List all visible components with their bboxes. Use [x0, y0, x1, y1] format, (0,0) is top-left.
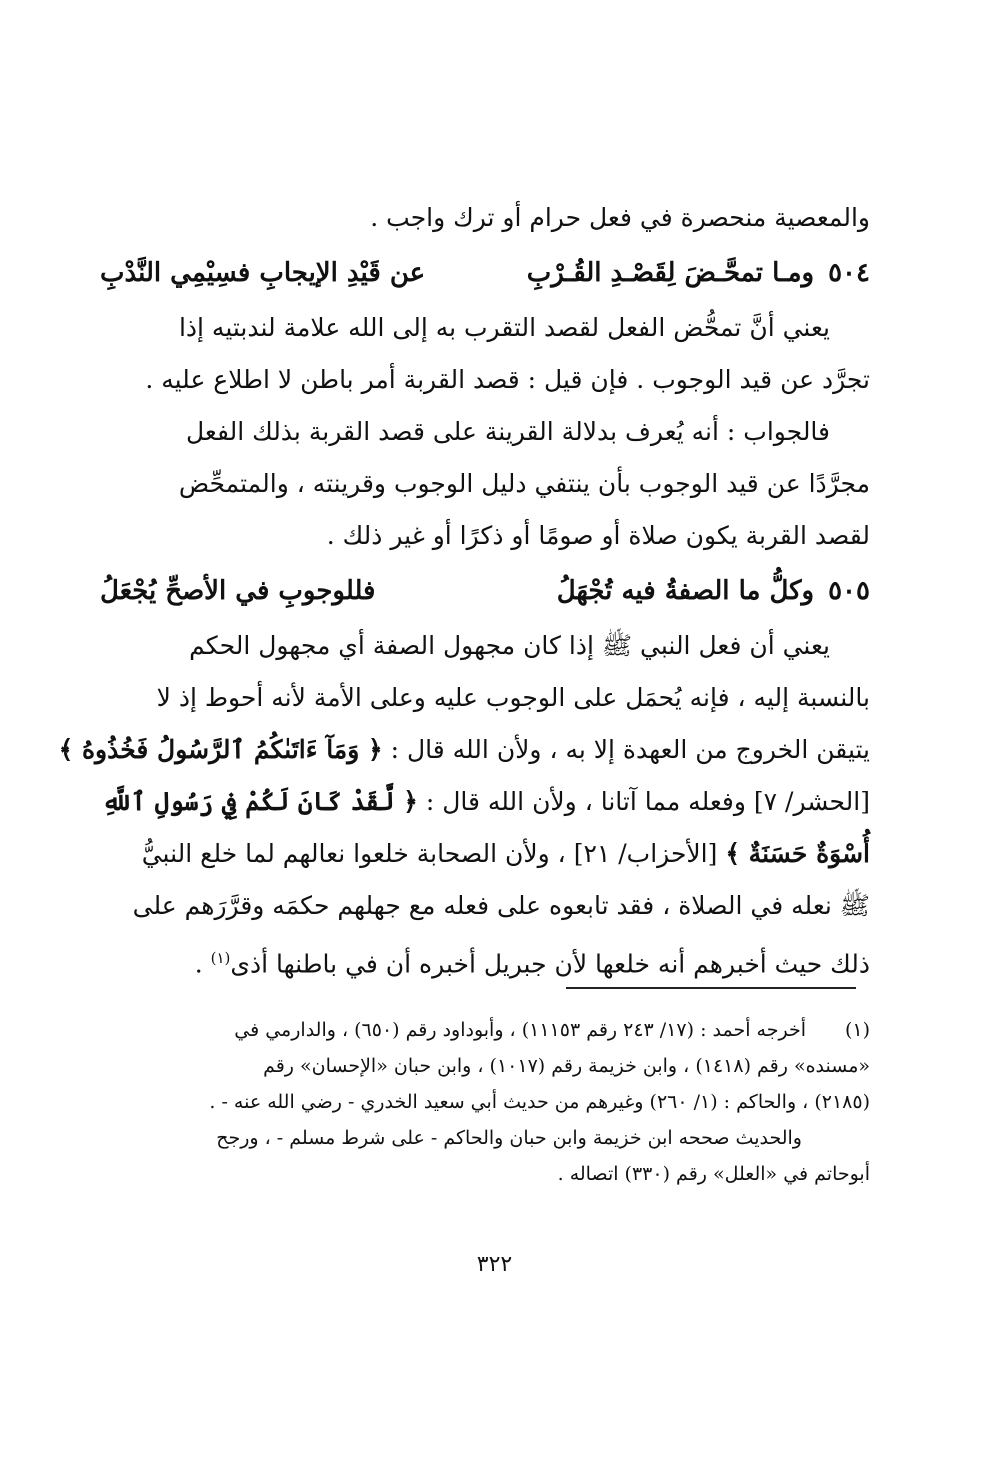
verse-504: [100, 244, 870, 302]
text-segment: يتيقن الخروج من العهدة إلا به ، ولأن الله قال :: [390, 735, 870, 764]
verse-first-hemistich: وكلُّ ما الصفةُ فيه تُجْهَلُ: [556, 576, 815, 606]
quran-quote: ﴿ لَّقَدْ كَانَ لَكُمْ فِي رَسُولِ ٱللَّهِ: [101, 787, 418, 816]
text-segment: [الحشر/ ٧] وفعله مما آتانا ، ولأن الله قال :: [425, 787, 870, 816]
text-line: يعني أنَّ تمحُّض الفعل لقصد التقرب به إلى الله علامة لندبتيه إذا: [178, 313, 830, 342]
text-line: بالنسبة إليه ، فإنه يُحمَل على الوجوب عليه وعلى الأمة لأنه أحوط إذ لا: [156, 683, 870, 712]
text-line: والمعصية منحصرة في فعل حرام أو ترك واجب .: [370, 203, 870, 232]
verse-second-hemistich: عن قَيْدِ الإيجابِ فسِيْمِي النَّدْبِ: [100, 258, 426, 288]
footnote-reference[interactable]: (١): [210, 949, 231, 967]
verse-number: ٥٠٥: [828, 576, 870, 606]
footnote-line: (٢١٨٥) ، والحاكم : (١/ ٢٦٠) وغيرهم من حديث أبي سعيد الخدري - رضي الله عنه - .: [209, 1091, 870, 1113]
text-line: تجرَّد عن قيد الوجوب . فإن قيل : قصد القربة أمر باطن لا اطلاع عليه .: [145, 365, 870, 394]
footnote-divider: [566, 987, 856, 989]
text-line: لقصد القربة يكون صلاة أو صومًا أو ذكرًا أو غير ذلك .: [326, 521, 870, 550]
text-line: [100, 776, 870, 828]
text-line: [100, 828, 870, 880]
text-segment: .: [194, 949, 211, 979]
footnote-line: أبوحاتم في «العلل» رقم (٣٣٠) اتصاله .: [557, 1163, 870, 1185]
page-number: ٣٢٢: [476, 1252, 513, 1277]
verse-505: [100, 562, 870, 620]
text-line: [58, 724, 870, 776]
text-line: مجرَّدًا عن قيد الوجوب بأن ينتفي دليل الوجوب وقرينته ، والمتمحِّض: [178, 469, 870, 498]
text-line: فالجواب : أنه يُعرف بدلالة القرينة على قصد القربة بذلك الفعل: [185, 417, 830, 446]
text-line: يعني أن فعل النبي ﷺ إذا كان مجهول الصفة أي مجهول الحكم: [189, 631, 830, 660]
footnote-number: (١): [844, 1019, 870, 1041]
text-segment: ذلك حيث أخبرهم أنه خلعها لأن جبريل أخبره أن في باطنها أذى: [230, 949, 870, 979]
footnote-text: أخرجه أحمد : (١٧/ ٢٤٣ رقم ١١١٥٣) ، وأبوداود رقم (٦٥٠) ، والدارمي في: [234, 1019, 806, 1041]
text-line: [100, 932, 870, 984]
quran-quote: أُسْوَةٌ حَسَنَةٌ ﴾: [725, 839, 870, 868]
verse-second-hemistich: فللوجوبِ في الأصحِّ يُجْعَلُ: [100, 576, 376, 606]
footnote-line: «مسنده» رقم (١٤١٨) ، وابن خزيمة رقم (١٠١٧) ، وابن حبان «الإحسان» رقم: [263, 1055, 870, 1077]
text-line: ﷺ نعله في الصلاة ، فقد تابعوه على فعله مع جهلهم حكمَه وقرَّرَهم على: [132, 891, 870, 920]
footnote-line: والحديث صححه ابن خزيمة وابن حبان والحاكم - على شرط مسلم - ، ورجح: [216, 1127, 802, 1149]
footnotes: [100, 1012, 870, 1192]
verse-first-hemistich: ومـا تمحَّـضَ لِقَصْـدِ القُـرْبِ: [526, 258, 815, 288]
footnote-line: [100, 1012, 870, 1048]
text-segment: [الأحزاب/ ٢١] ، ولأن الصحابة خلعوا نعالهم لما خلع النبيُّ: [141, 839, 718, 868]
quran-quote: ﴿ وَمَآ ءَاتَىٰكُمُ ٱلرَّسُولُ فَخُذُوهُ ﴾: [58, 735, 383, 764]
main-text: [58, 192, 870, 984]
verse-number: ٥٠٤: [828, 258, 870, 288]
